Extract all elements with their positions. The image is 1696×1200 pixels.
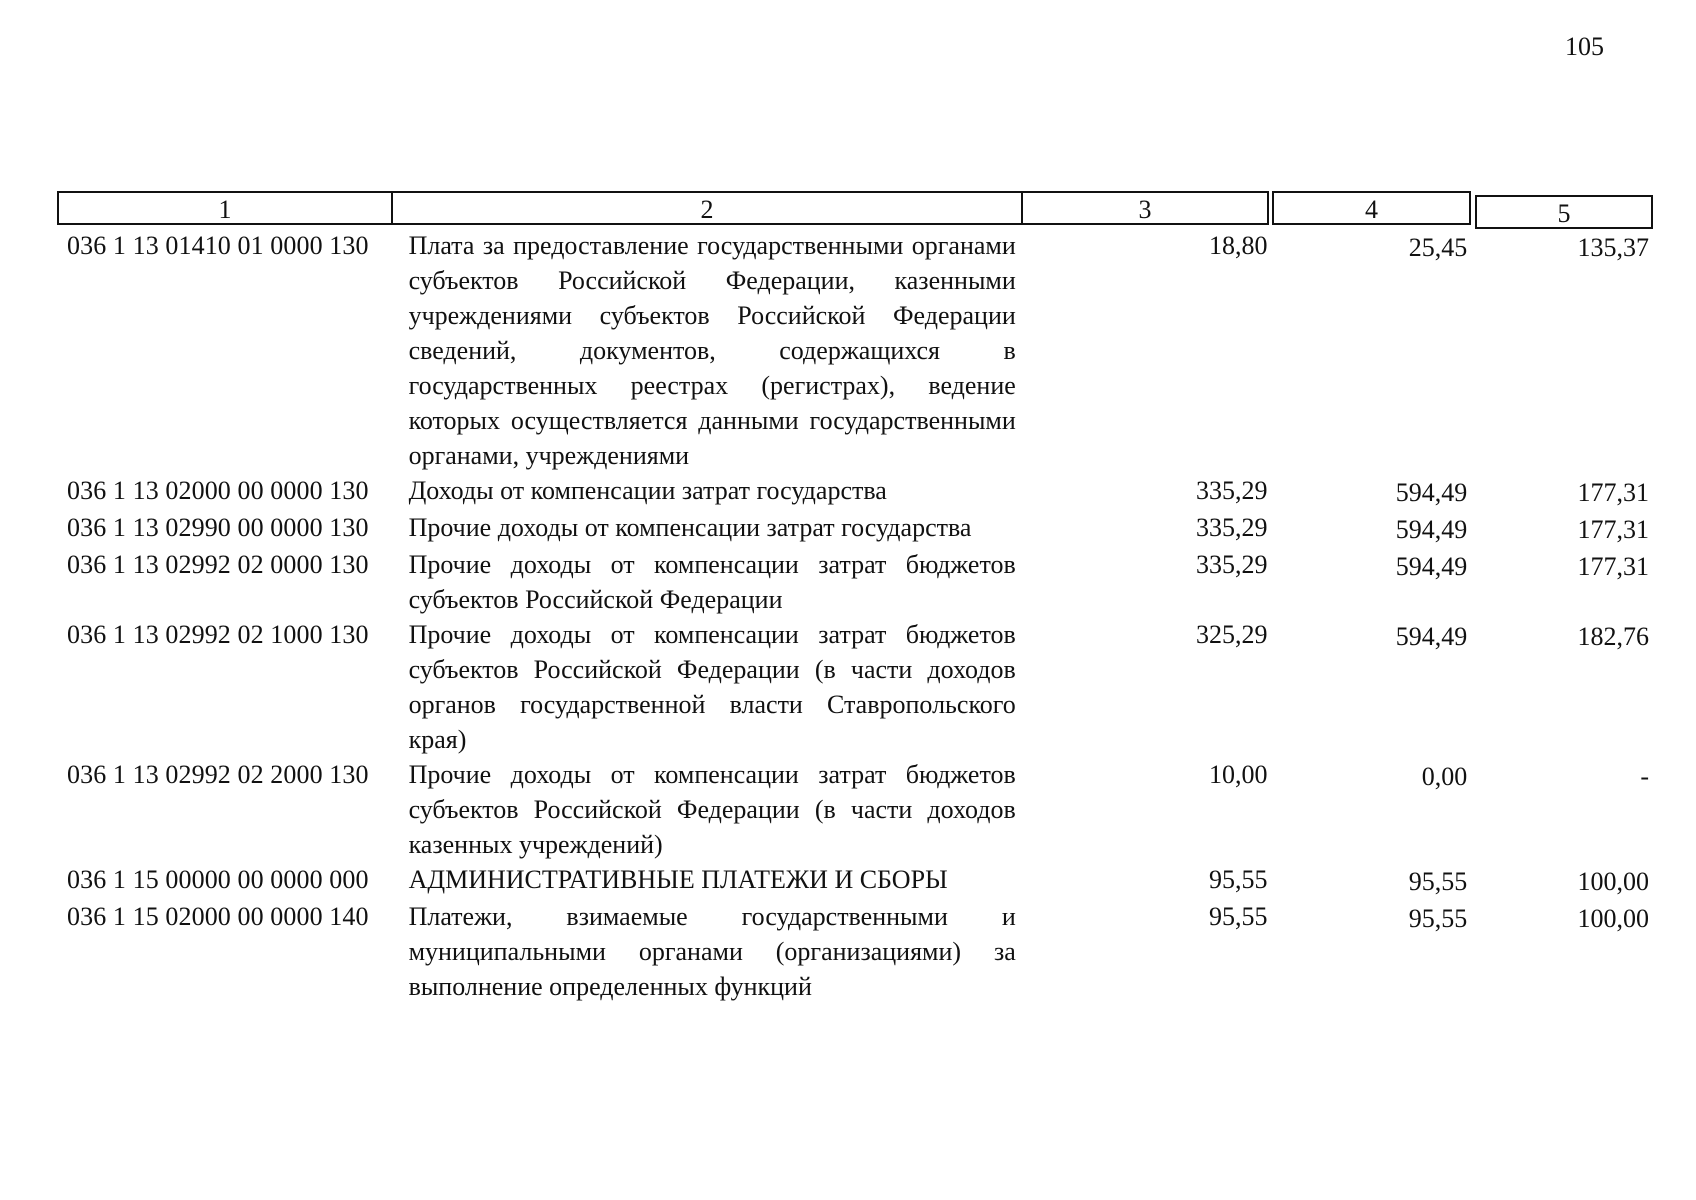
- row-value-4: 594,49: [1395, 478, 1468, 507]
- row-name: АДМИНИСТРАТИВНЫЕ ПЛАТЕЖИ И СБОРЫ: [408, 865, 948, 894]
- row-value-5: 177,31: [1577, 552, 1649, 581]
- table-row: [57, 228, 1653, 473]
- row-code: 036 1 13 02992 02 2000 130: [67, 760, 369, 789]
- row-value-3: 18,80: [1208, 231, 1268, 260]
- row-value-5: 100,00: [1577, 904, 1649, 933]
- row-value-5: 100,00: [1577, 867, 1649, 896]
- row-code: 036 1 13 02992 02 0000 130: [67, 550, 369, 579]
- table-row: [57, 862, 1653, 899]
- row-name: Прочие доходы от компенсации затрат бюджетов субъектов Российской Федерации (в части доходов казенных учреждений): [408, 760, 1016, 859]
- row-code: 036 1 13 02000 00 0000 130: [67, 476, 369, 505]
- page-number: 105: [1565, 32, 1604, 61]
- header-col-3: 3: [1021, 191, 1269, 225]
- row-code: 036 1 13 02992 02 1000 130: [67, 620, 369, 649]
- row-name: Плата за предоставление государственными органами субъектов Российской Федерации, казенными учреждениями субъектов Российской Федерации сведений, документов, содержащихся в государственных реестрах (регистрах), ведение которых осуществляется данными государственными органами, учреждениями: [408, 231, 1016, 470]
- row-value-5: 182,76: [1577, 622, 1649, 651]
- row-value-5: 135,37: [1577, 233, 1649, 262]
- row-code: 036 1 13 01410 01 0000 130: [67, 231, 369, 260]
- row-value-4: 25,45: [1408, 233, 1468, 262]
- row-name: Доходы от компенсации затрат государства: [408, 476, 887, 505]
- table-row: [57, 547, 1653, 617]
- row-code: 036 1 15 02000 00 0000 140: [67, 902, 369, 931]
- header-col-5: 5: [1475, 195, 1653, 229]
- header-col-2: 2: [391, 191, 1023, 225]
- row-name: Прочие доходы от компенсации затрат бюджетов субъектов Российской Федерации: [408, 550, 1016, 614]
- row-code: 036 1 13 02990 00 0000 130: [67, 513, 369, 542]
- row-value-3: 10,00: [1208, 760, 1268, 789]
- row-value-3: 95,55: [1208, 865, 1268, 894]
- row-value-4: 95,55: [1408, 904, 1468, 933]
- table-row: [57, 617, 1653, 757]
- table-row: [57, 473, 1653, 510]
- table-row: [57, 510, 1653, 547]
- row-name: Прочие доходы от компенсации затрат государства: [408, 513, 972, 542]
- table-header: [57, 191, 1653, 227]
- row-value-5: 177,31: [1577, 515, 1649, 544]
- row-value-3: 335,29: [1195, 513, 1268, 542]
- row-value-4: 594,49: [1395, 552, 1468, 581]
- row-value-4: 0,00: [1421, 762, 1468, 791]
- table-row: [57, 757, 1653, 862]
- row-value-4: 594,49: [1395, 515, 1468, 544]
- header-col-4: 4: [1272, 191, 1471, 225]
- table-row: [57, 899, 1653, 1004]
- row-code: 036 1 15 00000 00 0000 000: [67, 865, 369, 894]
- table-body: [57, 228, 1653, 1004]
- row-value-3: 335,29: [1195, 476, 1268, 505]
- row-value-3: 335,29: [1195, 550, 1268, 579]
- row-value-5: -: [1640, 762, 1649, 791]
- row-value-5: 177,31: [1577, 478, 1649, 507]
- header-col-1: 1: [57, 191, 393, 225]
- row-name: Платежи, взимаемые государственными и муниципальными органами (организациями) за выполнение определенных функций: [408, 902, 1016, 1001]
- row-value-3: 325,29: [1195, 620, 1268, 649]
- row-value-4: 594,49: [1395, 622, 1468, 651]
- row-value-4: 95,55: [1408, 867, 1468, 896]
- row-name: Прочие доходы от компенсации затрат бюджетов субъектов Российской Федерации (в части доходов органов государственной власти Ставропольского края): [408, 620, 1016, 754]
- row-value-3: 95,55: [1208, 902, 1268, 931]
